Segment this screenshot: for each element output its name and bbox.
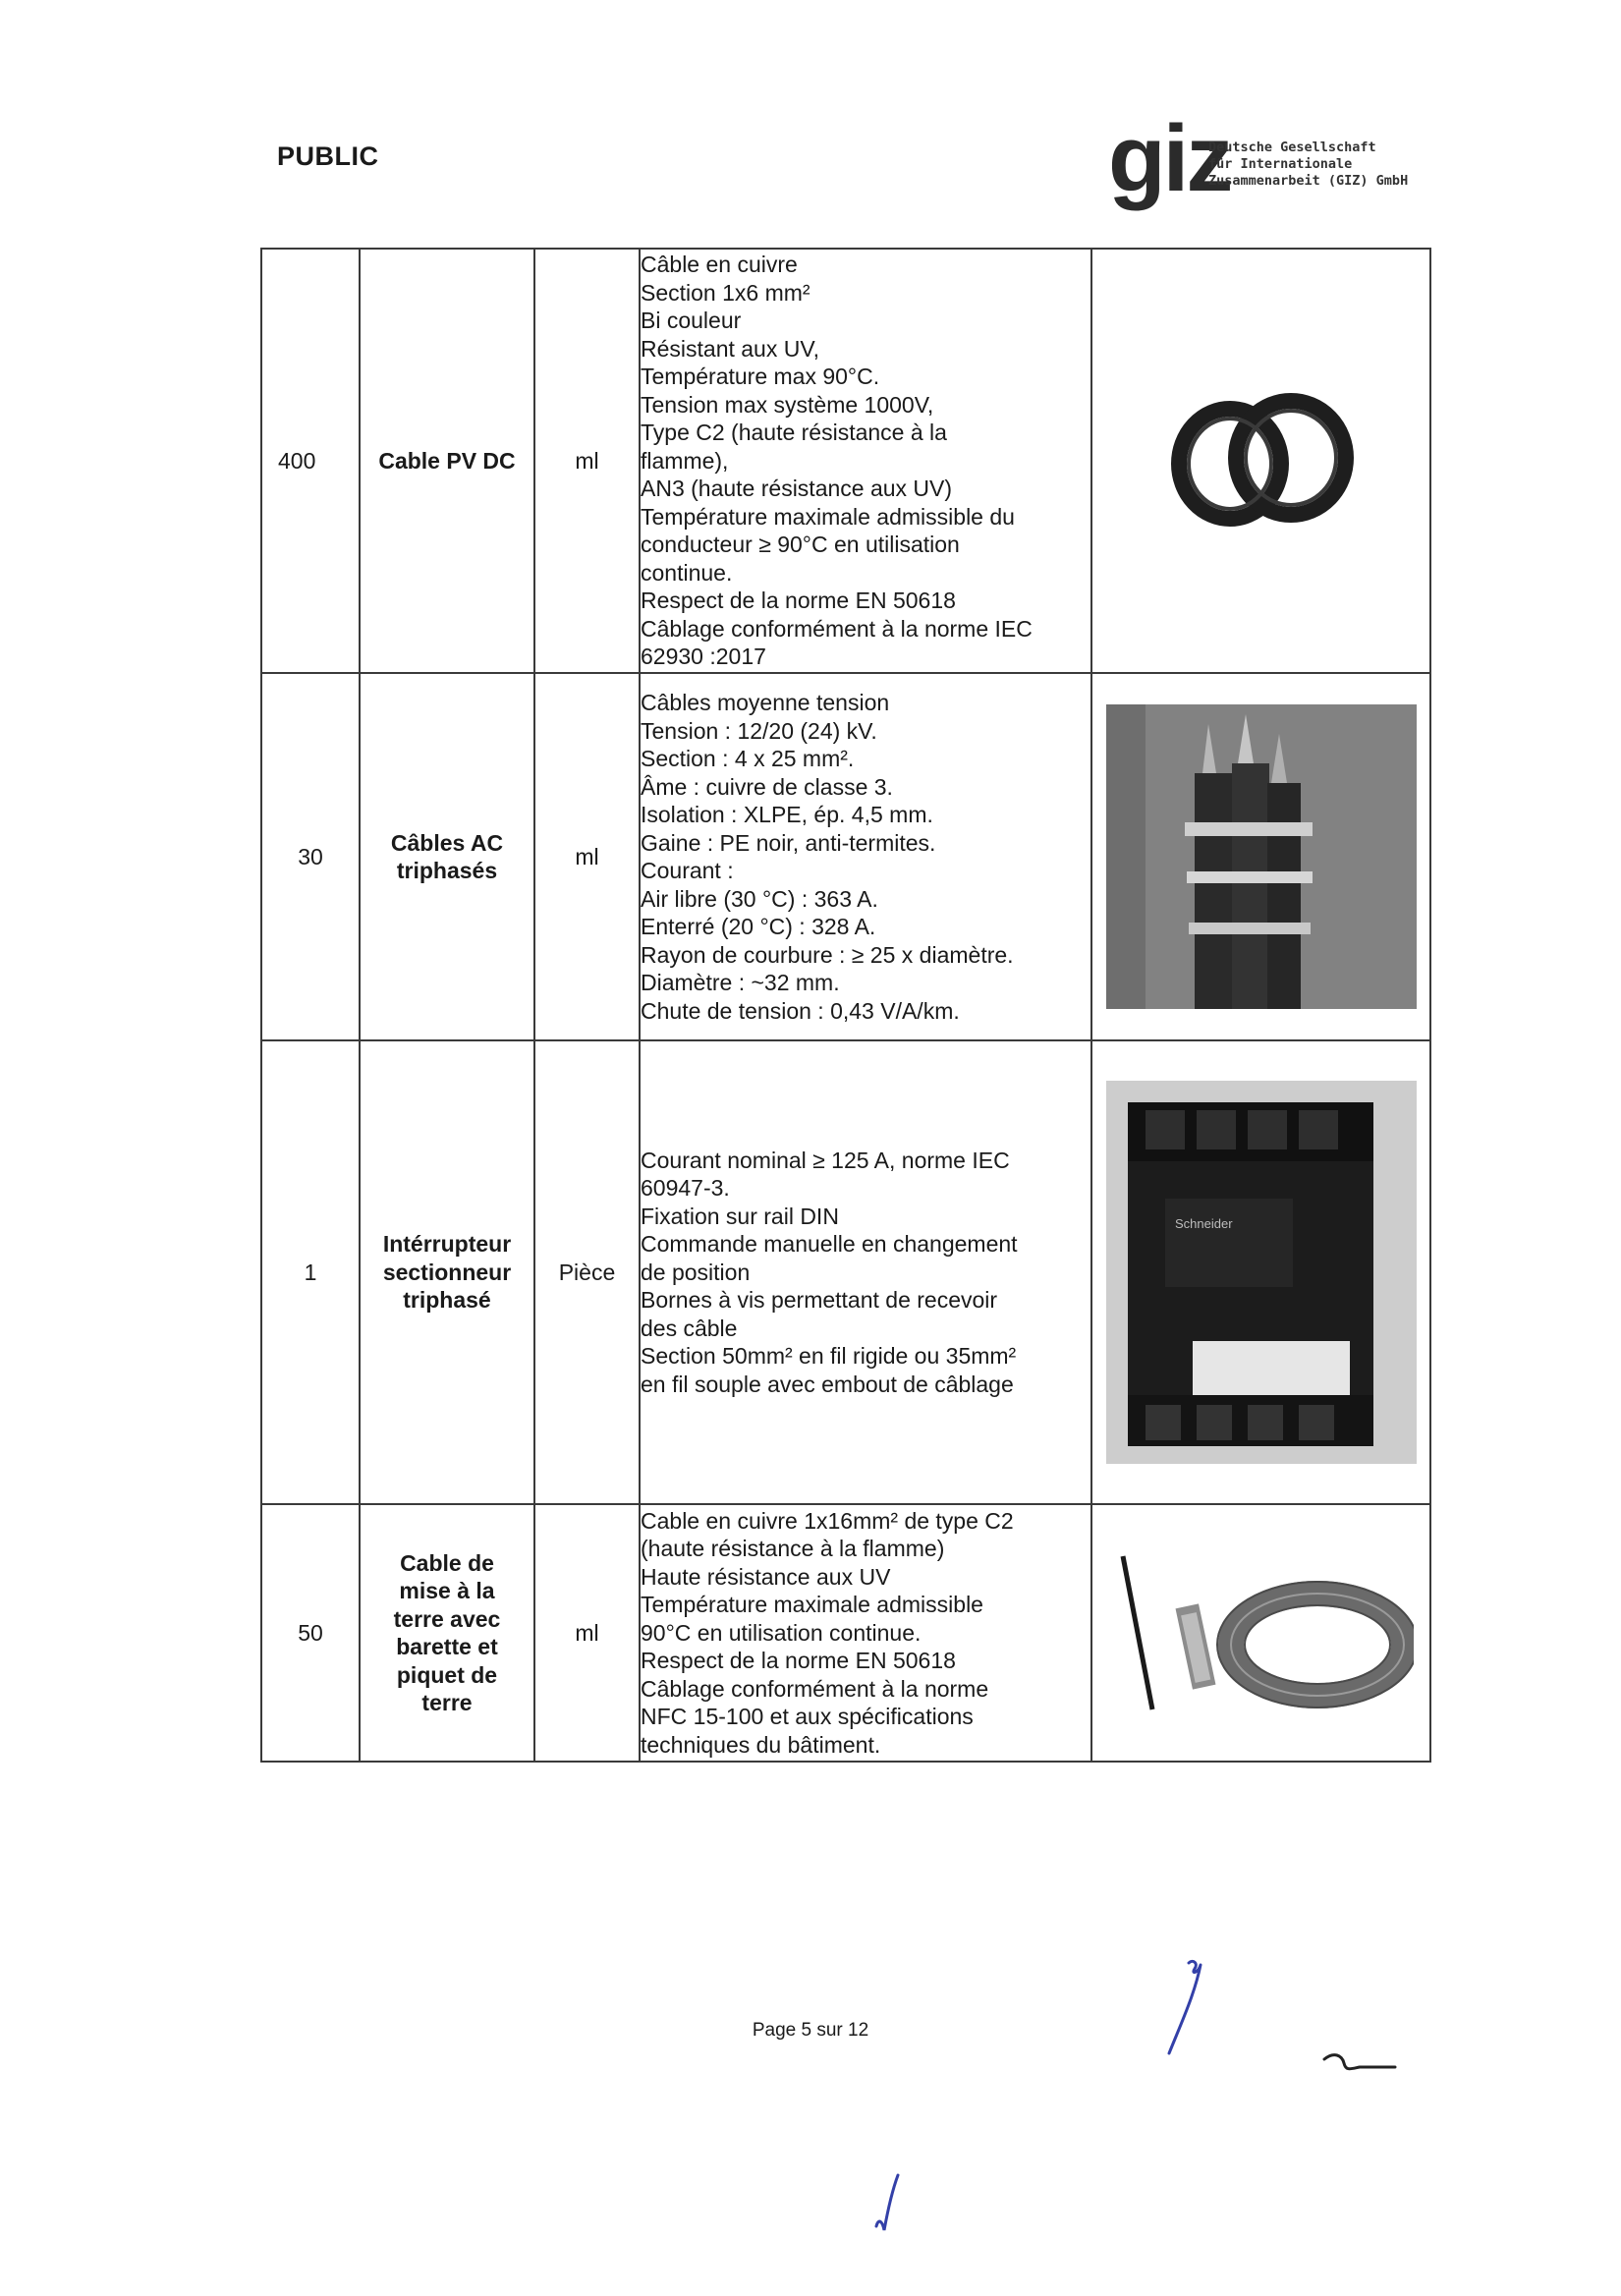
designation-line: mise à la <box>399 1578 495 1603</box>
designation-line: sectionneur <box>382 1259 512 1285</box>
description-line: Commande manuelle en changement <box>641 1231 1018 1258</box>
table-row <box>261 1040 1430 1504</box>
description-line: Section : 4 x 25 mm². <box>641 746 855 771</box>
table-row <box>261 673 1430 1040</box>
description-line: Courant : <box>641 858 734 883</box>
quantity-cell: 50 <box>261 1504 360 1762</box>
description-line: Câblage conformément à la norme <box>641 1675 989 1702</box>
description-line: Température maximale admissible du <box>641 503 1015 530</box>
designation-line: barette et <box>396 1634 498 1659</box>
description-line: Isolation : XLPE, ép. 4,5 mm. <box>641 802 933 827</box>
earthing-kit-image <box>1109 1544 1414 1721</box>
description-line: NFC 15-100 et aux spécifications <box>641 1704 974 1730</box>
description-line: Haute résistance aux UV <box>641 1563 891 1590</box>
description-cell <box>640 1040 1091 1504</box>
description-line: (haute résistance à la flamme) <box>641 1536 945 1562</box>
image-cell <box>1091 1040 1430 1504</box>
classification-label: PUBLIC <box>277 141 379 171</box>
description-line: continue. <box>641 559 733 586</box>
description-line: Température maximale admissible <box>641 1592 983 1618</box>
handwritten-initial-mark-bottom <box>870 2169 910 2238</box>
description-line: Température max 90°C. <box>641 364 880 390</box>
description-line: Type C2 (haute résistance à la <box>641 420 947 446</box>
description-line: 60947-3. <box>641 1175 730 1202</box>
table-row <box>261 1504 1430 1762</box>
quantity-cell: 1 <box>261 1040 360 1504</box>
items-table <box>260 248 1431 1763</box>
designation-line: triphasés <box>396 858 498 883</box>
logo-org-name <box>1208 140 1408 190</box>
description-line: Câble en cuivre <box>641 252 798 278</box>
logo-mark: giz <box>1108 106 1231 211</box>
handwritten-initial-mark <box>1159 1955 1218 2063</box>
description-line: Rayon de courbure : ≥ 25 x diamètre. <box>641 941 1014 968</box>
description-line: Respect de la norme EN 50618 <box>641 1648 956 1674</box>
designation-line: Intérrupteur <box>382 1231 512 1258</box>
designation-cell <box>360 1040 534 1504</box>
image-cell <box>1091 249 1430 673</box>
description-line: Chute de tension : 0,43 V/A/km. <box>641 997 960 1024</box>
switch-disconnector-image <box>1106 1081 1417 1464</box>
description-line: de position <box>641 1259 751 1285</box>
description-cell <box>640 1504 1091 1762</box>
giz-logo <box>1108 106 1442 222</box>
description-line: Air libre (30 °C) : 363 A. <box>641 885 878 912</box>
description-line: en fil souple avec embout de câblage <box>641 1371 1014 1397</box>
description-line: Bi couleur <box>641 308 742 334</box>
unit-cell: ml <box>534 249 640 673</box>
page-number: Page 5 sur 12 <box>752 2020 869 2041</box>
image-cell <box>1091 673 1430 1040</box>
description-line: Section 1x6 mm² <box>641 279 810 306</box>
switch-brand-label: Schneider <box>1174 1216 1233 1231</box>
logo-org-line: Zusammenarbeit (GIZ) GmbH <box>1208 173 1409 189</box>
designation-line: Cable PV DC <box>378 447 516 474</box>
quantity-cell: 400 <box>261 249 360 673</box>
description-cell <box>640 249 1091 673</box>
designation-line: terre avec <box>393 1605 501 1632</box>
unit-cell: ml <box>534 1504 640 1762</box>
designation-line: Câbles AC <box>390 829 504 856</box>
description-line: Bornes à vis permettant de recevoir <box>641 1287 998 1314</box>
description-line: 90°C en utilisation continue. <box>641 1619 922 1646</box>
description-line: Enterré (20 °C) : 328 A. <box>641 914 876 939</box>
description-line: AN3 (haute résistance aux UV) <box>641 476 953 502</box>
description-line: des câble <box>641 1315 738 1341</box>
unit-cell: ml <box>534 673 640 1040</box>
designation-line: Cable de <box>400 1549 494 1576</box>
description-line: 62930 :2017 <box>641 644 766 670</box>
description-line: Câbles moyenne tension <box>641 690 890 715</box>
designation-cell <box>360 1504 534 1762</box>
designation-line: piquet de <box>396 1661 498 1688</box>
designation-cell <box>360 673 534 1040</box>
description-line: Résistant aux UV, <box>641 335 819 362</box>
designation-line: triphasé <box>403 1287 491 1314</box>
description-line: Diamètre : ~32 mm. <box>641 970 840 995</box>
medium-voltage-cable-image <box>1106 704 1417 1009</box>
description-line: flamme), <box>641 447 729 474</box>
description-line: Cable en cuivre 1x16mm² de type C2 <box>641 1507 1014 1534</box>
description-line: Tension : 12/20 (24) kV. <box>641 717 877 744</box>
description-line: Section 50mm² en fil rigide ou 35mm² <box>641 1343 1017 1370</box>
table-row <box>261 249 1430 673</box>
quantity-cell: 30 <box>261 673 360 1040</box>
designation-cell <box>360 249 534 673</box>
description-line: Âme : cuivre de classe 3. <box>641 773 893 800</box>
description-line: Fixation sur rail DIN <box>641 1203 839 1229</box>
logo-org-line: für Internationale <box>1208 156 1353 172</box>
description-cell <box>640 673 1091 1040</box>
unit-cell: Pièce <box>534 1040 640 1504</box>
description-line: Tension max système 1000V, <box>641 391 934 418</box>
description-line: Courant nominal ≥ 125 A, norme IEC <box>641 1147 1010 1173</box>
description-line: Respect de la norme EN 50618 <box>641 588 956 614</box>
image-cell <box>1091 1504 1430 1762</box>
handwritten-paraph-mark <box>1320 2045 1399 2085</box>
logo-org-line: Deutsche Gesellschaft <box>1208 140 1376 155</box>
description-line: Câblage conformément à la norme IEC <box>641 615 1033 642</box>
description-line: conducteur ≥ 90°C en utilisation <box>641 532 960 558</box>
description-line: Gaine : PE noir, anti-termites. <box>641 829 936 856</box>
designation-line: terre <box>421 1690 473 1715</box>
description-line: techniques du bâtiment. <box>641 1731 881 1758</box>
coiled-cable-image <box>1153 387 1369 534</box>
